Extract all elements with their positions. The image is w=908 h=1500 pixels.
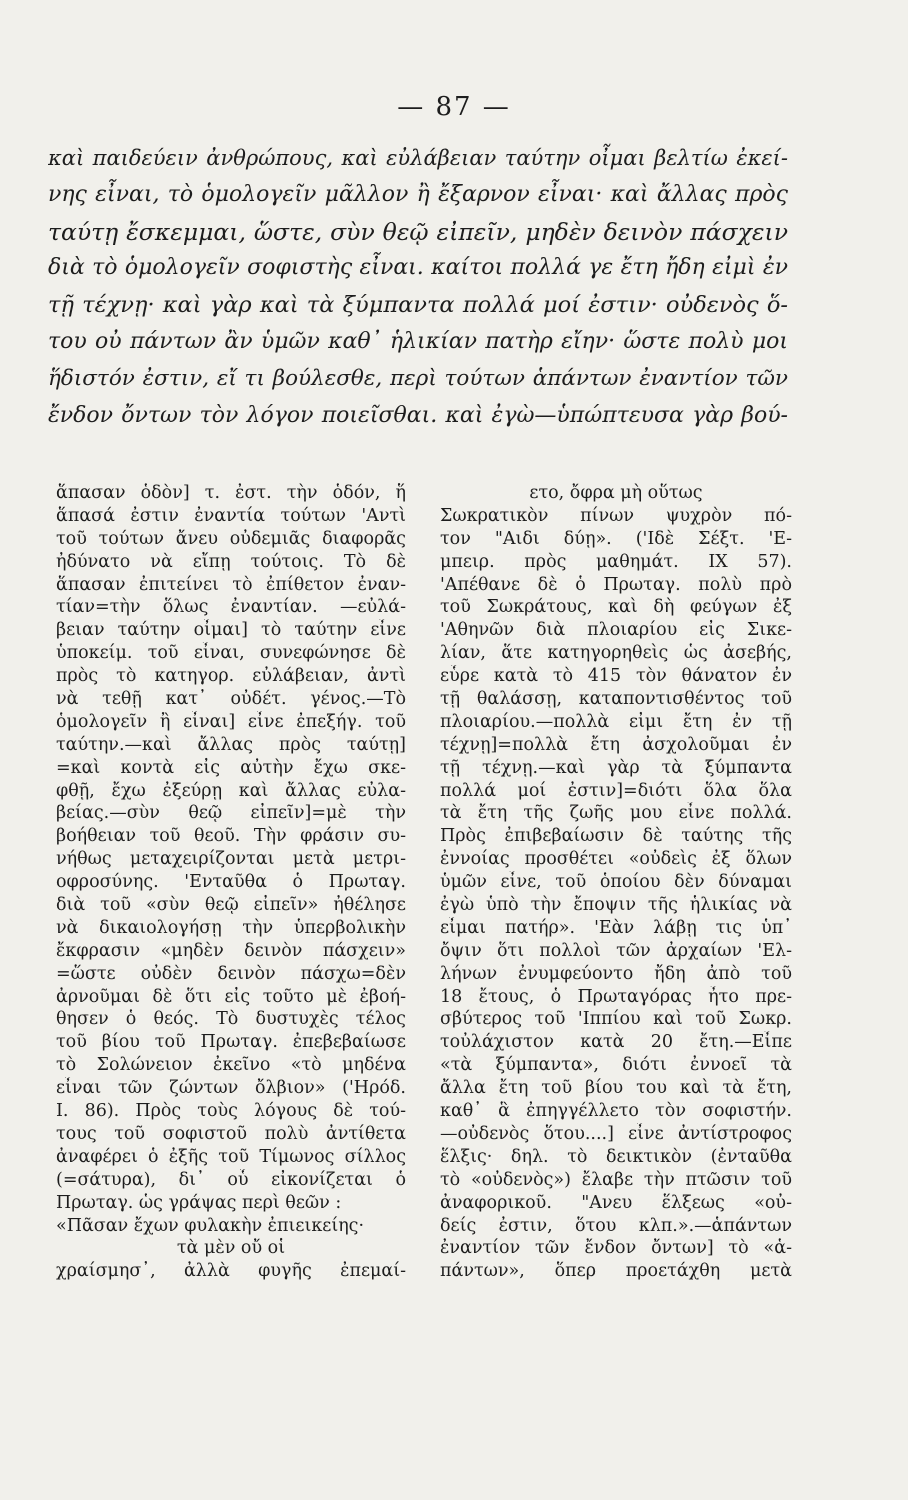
commentary-line: τέχνῃ]=πολλὰ ἔτη ἀσχολοῦμαι ἐν xyxy=(440,734,792,755)
commentary-line: =ὥστε οὐδὲν δεινὸν πάσχω=δὲν xyxy=(56,963,406,984)
commentary-line: —οὐδενὸς ὅτου....] εἶνε ἀντίστροφος xyxy=(440,1123,792,1144)
main-text-line: ἔνδον ὄντων τὸν λόγον ποιεῖσθαι. καὶ ἐγὼ—ὑπώπτευσα γὰρ βού- xyxy=(48,402,788,428)
commentary-line: νήθως μεταχειρίζονται μετὰ μετρι- xyxy=(56,849,406,870)
commentary-line: τους τοῦ σοφιστοῦ πολὺ ἀντίθετα xyxy=(56,1123,406,1144)
commentary-line: ἐγὼ ὑπὸ τὴν ἔποψιν τῆς ἡλικίας νὰ xyxy=(440,895,792,916)
commentary-line: τοῦ βίου τοῦ Πρωταγ. ἐπεβεβαίωσε xyxy=(56,1032,406,1053)
main-text-line: ἥδιστόν ἐστιν, εἴ τι βούλεσθε, περὶ τούτων ἁπάντων ἐναντίον τῶν xyxy=(48,365,788,391)
main-text-line: νης εἶναι, τὸ ὁμολογεῖν μᾶλλον ἢ ἔξαρνον εἶναι· καὶ ἄλλας πρὸς xyxy=(48,181,788,207)
commentary-line: «Πᾶσαν ἔχων φυλακὴν ἐπιεικείης· xyxy=(56,1215,365,1236)
commentary-line: 18 ἔτους, ὁ Πρωταγόρας ἦτο πρε- xyxy=(440,986,792,1007)
commentary-line: I. 86). Πρὸς τοὺς λόγους δὲ τού- xyxy=(56,1101,406,1122)
commentary-right-column xyxy=(440,482,792,1283)
commentary-line: ἠδύνατο νὰ εἴπῃ τούτοις. Τὸ δὲ xyxy=(56,551,406,572)
commentary-line: «τὰ ξύμπαντα», διότι ἐννοεῖ τὰ xyxy=(440,1055,792,1076)
commentary-line: θησεν ὁ θεός. Τὸ δυστυχὲς τέλος xyxy=(56,1009,406,1030)
commentary-line: ἀναφορικοῦ. "Ανευ ἕλξεως «οὐ- xyxy=(440,1192,792,1213)
commentary-line: Πρωταγ. ὡς γράψας περὶ θεῶν : xyxy=(56,1192,342,1213)
commentary-line: λήνων ἐνυμφεύοντο ἤδη ἀπὸ τοῦ xyxy=(440,963,792,984)
commentary-line: σβύτερος τοῦ 'Ιππίου καὶ τοῦ Σωκρ. xyxy=(440,1009,792,1030)
commentary-line: φθῇ, ἔχω ἐξεύρῃ καὶ ἄλλας εὐλα- xyxy=(56,780,406,801)
commentary-line: τον "Αιδι δύῃ». ('Ιδὲ Σέξτ. 'Ε- xyxy=(440,528,792,549)
commentary-line: Πρὸς ἐπιβεβαίωσιν δὲ ταύτης τῆς xyxy=(440,826,792,847)
commentary-line: 'Αθηνῶν διὰ πλοιαρίου εἰς Σικε- xyxy=(440,620,792,641)
commentary-line: δείς ἐστιν, ὅτου κλπ.».—ἁπάντων xyxy=(440,1215,792,1236)
commentary-line: βείας.—σὺν θεῷ εἰπεῖν]=μὲ τὴν xyxy=(56,803,406,824)
commentary-line: πλοιαρίου.—πολλὰ εἰμι ἔτη ἐν τῇ xyxy=(440,711,792,732)
commentary-line: βοήθειαν τοῦ θεοῦ. Τὴν φράσιν συ- xyxy=(56,826,406,847)
commentary-line: Σωκρατικὸν πίνων ψυχρὸν πό- xyxy=(440,505,792,526)
commentary-line: (=σάτυρα), δι᾽ οὗ εἰκονίζεται ὁ xyxy=(56,1169,406,1190)
commentary-line: ἀναφέρει ὁ ἐξῆς τοῦ Τίμωνος σίλλος xyxy=(56,1146,406,1167)
commentary-line: πάντων», ὅπερ προετάχθη μετὰ xyxy=(440,1261,792,1282)
commentary-line: εὗρε κατὰ τὸ 415 τὸν θάνατον ἐν xyxy=(440,666,792,687)
commentary-line: νὰ δικαιολογήσῃ τὴν ὑπερβολικὴν xyxy=(56,917,406,938)
commentary-line: νὰ τεθῇ κατ᾽ οὐδέτ. γένος.—Τὸ xyxy=(56,689,406,710)
commentary-line: τὸ Σολώνειον ἐκεῖνο «τὸ μηδένα xyxy=(56,1055,406,1076)
main-text-block xyxy=(48,140,788,434)
commentary-line: τῇ τέχνῃ.—καὶ γὰρ τὰ ξύμπαντα xyxy=(440,757,792,778)
commentary-line: τίαν=τὴν ὅλως ἐναντίαν. —εὐλά- xyxy=(56,597,406,618)
commentary-line: οφροσύνης. 'Ενταῦθα ὁ Πρωταγ. xyxy=(56,872,406,893)
commentary-line: ἐναντίον τῶν ἔνδον ὄντων] τὸ «ἁ- xyxy=(440,1238,792,1259)
commentary-line: ἀρνοῦμαι δὲ ὅτι εἰς τοῦτο μὲ ἐβοή- xyxy=(56,986,406,1007)
commentary-line: ἔκφρασιν «μηδὲν δεινὸν πάσχειν» xyxy=(56,940,406,961)
commentary-line: εἶναι τῶν ζώντων ὄλβιον» ('Ηρόδ. xyxy=(56,1078,406,1099)
page-number: — 87 — xyxy=(397,92,511,122)
main-text-line: τῇ τέχνῃ· καὶ γὰρ καὶ τὰ ξύμπαντα πολλά μοί ἐστιν· οὐδενὸς ὅ- xyxy=(48,292,788,319)
commentary-line: =καὶ κοντὰ εἰς αὐτὴν ἔχω σκε- xyxy=(56,757,406,778)
commentary-line: τὸ «οὐδενὸς») ἔλαβε τὴν πτῶσιν τοῦ xyxy=(440,1169,792,1190)
commentary-line: ἅπασά ἐστιν ἐναντία τούτων 'Αντὶ xyxy=(56,505,406,526)
main-text-line: του οὐ πάντων ἂν ὑμῶν καθ᾽ ἡλικίαν πατὴρ εἴην· ὥστε πολὺ μοι xyxy=(48,328,788,354)
commentary-line: λίαν, ἅτε κατηγορηθεὶς ὡς ἀσεβής, xyxy=(440,643,792,664)
commentary-line: πολλά μοί ἐστιν]=διότι ὅλα ὅλα xyxy=(440,780,792,801)
commentary-line: μπειρ. πρὸς μαθημάτ. IX 57). xyxy=(440,551,792,572)
commentary-line: ἄλλα ἔτη τοῦ βίου του καὶ τὰ ἔτη, xyxy=(440,1078,792,1099)
commentary-line: ἅπασαν ἐπιτείνει τὸ ἐπίθετον ἐναν- xyxy=(56,574,406,595)
main-text-line: διὰ τὸ ὁμολογεῖν σοφιστὴς εἶναι. καίτοι πολλά γε ἔτη ἤδη εἰμὶ ἐν xyxy=(48,255,788,281)
commentary-left-column xyxy=(56,482,406,1283)
commentary-line: ταύτην.—καὶ ἄλλας πρὸς ταύτῃ] xyxy=(56,734,406,755)
commentary-line: ὑποκείμ. τοῦ εἶναι, συνεφώνησε δὲ xyxy=(56,643,406,664)
main-text-line: καὶ παιδεύειν ἀνθρώπους, καὶ εὐλάβειαν ταύτην οἶμαι βελτίω ἐκεί- xyxy=(48,146,788,170)
commentary-line: διὰ τοῦ «σὺν θεῷ εἰπεῖν» ἠθέλησε xyxy=(56,895,406,916)
commentary-line: τοῦ τούτων ἄνευ οὐδεμιᾶς διαφορᾶς xyxy=(56,528,406,549)
commentary-line: ετο, ὄφρα μὴ οὕτως xyxy=(529,483,703,503)
commentary-line: τοὐλάχιστον κατὰ 20 ἔτη.—Εἶπε xyxy=(440,1032,792,1053)
commentary-line: ἅπασαν ὁδὸν] τ. ἐστ. τὴν ὁδόν, ἥ xyxy=(56,483,406,503)
commentary-line: ὑμῶν εἶνε, τοῦ ὁποίου δὲν δύναμαι xyxy=(440,872,792,893)
commentary-line: ὁμολογεῖν ἢ εἶναι] εἶνε ἐπεξήγ. τοῦ xyxy=(56,711,406,732)
commentary-line: τὰ ἔτη τῆς ζωῆς μου εἶνε πολλά. xyxy=(440,803,792,824)
commentary-line: ἐννοίας προσθέτει «οὐδεὶς ἐξ ὅλων xyxy=(440,849,792,870)
commentary-line: τὰ μὲν οὔ οἱ xyxy=(176,1238,286,1259)
commentary-line: καθ᾽ ἃ ἐπηγγέλλετο τὸν σοφιστήν. xyxy=(440,1101,792,1122)
main-text-line: ταύτῃ ἔσκεμμαι, ὥστε, σὺν θεῷ εἰπεῖν, μηδὲν δεινὸν πάσχειν xyxy=(48,217,788,246)
commentary-line: τῇ θαλάσσῃ, καταποντισθέντος τοῦ xyxy=(440,689,792,710)
commentary-line: τοῦ Σωκράτους, καὶ δὴ φεύγων ἐξ xyxy=(440,597,792,618)
commentary-line: ὄψιν ὅτι πολλοὶ τῶν ἀρχαίων 'Ελ- xyxy=(440,940,792,961)
commentary-line: βειαν ταύτην οἶμαι] τὸ ταύτην εἶνε xyxy=(56,620,406,641)
commentary-line: πρὸς τὸ κατηγορ. εὐλάβειαν, ἀντὶ xyxy=(56,666,406,687)
commentary-line: χραίσμησ᾽, ἀλλὰ φυγῆς ἐπεμαί- xyxy=(56,1261,406,1282)
commentary-line: εἶμαι πατήρ». 'Εὰν λάβῃ τις ὑπ᾽ xyxy=(440,917,792,938)
commentary-line: ἕλξις· δηλ. τὸ δεικτικὸν (ἐνταῦθα xyxy=(440,1146,792,1167)
commentary-line: 'Απέθανε δὲ ὁ Πρωταγ. πολὺ πρὸ xyxy=(440,574,792,595)
